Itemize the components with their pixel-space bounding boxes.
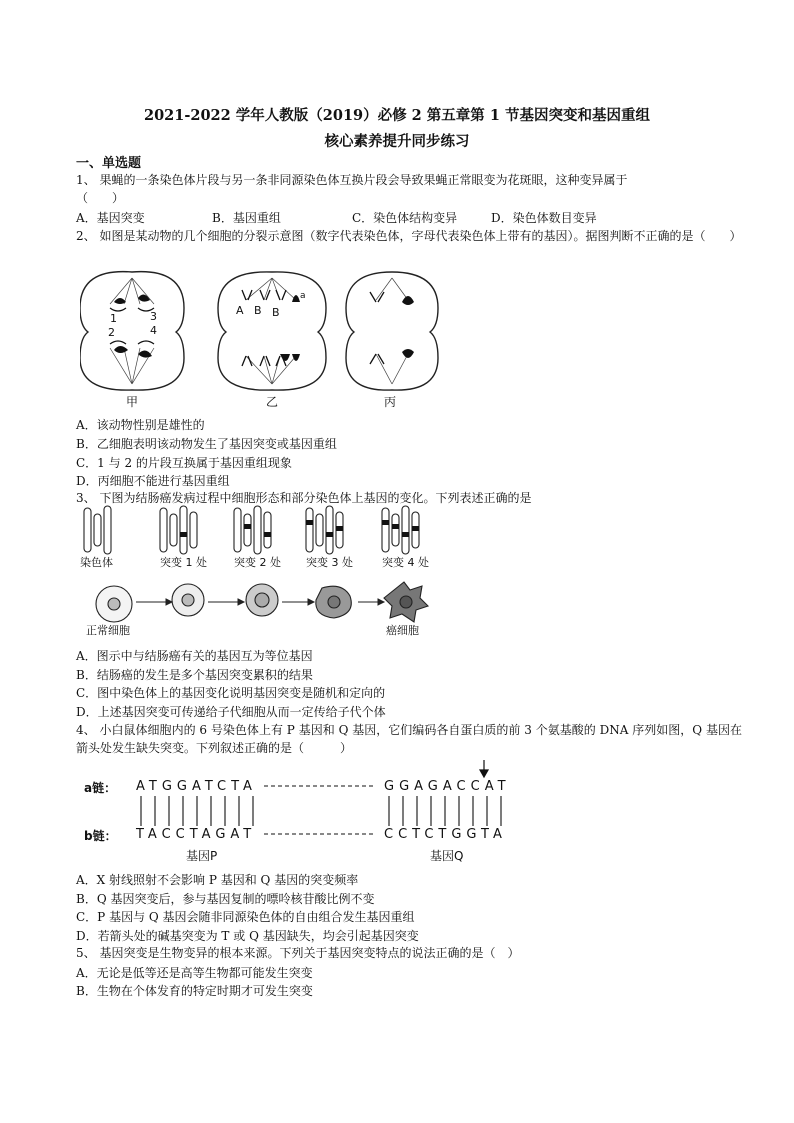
gene-q-strand-b: CCTCTGGTA: [384, 827, 507, 842]
strand-b-label: b链：: [84, 829, 117, 843]
q2-option-a[interactable]: A．该动物性别是雄性的: [76, 418, 205, 432]
cell-label-jia: 甲: [126, 395, 139, 409]
q4-option-b[interactable]: B．Q 基因突变后，参与基因复制的嘌呤核苷酸比例不变: [76, 892, 375, 906]
gene-q-label: 基因Q: [430, 849, 464, 863]
gene-p-strand-b: TACCTAGAT: [136, 827, 257, 842]
cell-bing-outline: [346, 272, 438, 390]
gene-label-B2: B: [272, 306, 280, 319]
gene-p-label: 基因P: [186, 849, 218, 863]
question-1-blank: （ ）: [76, 191, 125, 205]
question-4-stem: 4、 小白鼠体细胞内的 6 号染色体上有 P 基因和 Q 基因，它们编码各自蛋白质的前 3 个氨基酸的 DNA 序列如图，Q 基因在箭头处发生缺失突变。下列叙述正确的是（ ）: [76, 723, 742, 755]
gene-label-a: a: [300, 291, 306, 301]
chrom-label-mut1: 突变 1 处: [160, 556, 207, 569]
page-subtitle: 核心素养提升同步练习: [324, 133, 470, 150]
cell-label-yi: 乙: [266, 395, 279, 409]
q1-option-d[interactable]: D．染色体数目变异: [491, 211, 597, 225]
q3-option-d[interactable]: D．上述基因突变可传递给子代细胞从而一定传给子代个体: [76, 705, 386, 719]
page-title: 2021-2022 学年人教版（2019）必修 2 第五章第 1 节基因突变和基因重组: [143, 107, 650, 124]
q4-option-a[interactable]: A．X 射线照射不会影响 P 基因和 Q 基因的突变频率: [76, 873, 359, 887]
q4-option-c[interactable]: C．P 基因与 Q 基因会随非同源染色体的自由组合发生基因重组: [76, 910, 415, 924]
cell-label-bing: 丙: [384, 395, 397, 409]
question-2-stem: 2、 如图是某动物的几个细胞的分裂示意图（数字代表染色体，字母代表染色体上带有的基因）。据图判断不正确的是（ ）: [76, 229, 742, 243]
q2-option-b[interactable]: B．乙细胞表明该动物发生了基因突变或基因重组: [76, 437, 337, 451]
strand-a-label: a链：: [84, 781, 117, 795]
chrom-num-3: 3: [150, 310, 157, 323]
q3-colon-cancer-figure: [76, 502, 456, 642]
q5-option-b[interactable]: B．生物在个体发育的特定时期才可发生突变: [76, 984, 313, 998]
chrom-num-2: 2: [108, 326, 115, 339]
cell-label-normal: 正常细胞: [86, 624, 130, 637]
section-heading: 一、单选题: [76, 156, 142, 171]
gene-label-B1: B: [254, 304, 262, 317]
q2-cell-division-figure: [80, 268, 460, 410]
chrom-label-normal: 染色体: [80, 556, 113, 569]
q1-option-c[interactable]: C．染色体结构变异: [352, 211, 458, 225]
chrom-label-mut2: 突变 2 处: [234, 556, 281, 569]
cell-yi-outline: [218, 272, 326, 390]
q2-option-d[interactable]: D．丙细胞不能进行基因重组: [76, 474, 230, 488]
question-1-stem: 1、 果蝇的一条染色体片段与另一条非同源染色体互换片段会导致果蝇正常眼变为花斑眼，这种变异属于: [76, 173, 628, 187]
gene-q-strand-a: GGAGACCAT: [384, 779, 511, 794]
q2-option-c[interactable]: C．1 与 2 的片段互换属于基因重组现象: [76, 456, 292, 470]
q5-option-a[interactable]: A．无论是低等还是高等生物都可能发生突变: [76, 966, 313, 980]
chrom-label-mut4: 突变 4 处: [382, 556, 429, 569]
q3-option-a[interactable]: A．图示中与结肠癌有关的基因互为等位基因: [76, 649, 313, 663]
gene-p-strand-a: ATGGATCTA: [136, 779, 257, 794]
chrom-num-1: 1: [110, 312, 117, 325]
q3-option-b[interactable]: B．结肠癌的发生是多个基因突变累积的结果: [76, 668, 313, 682]
q1-option-a[interactable]: A．基因突变: [76, 211, 145, 225]
q4-option-d[interactable]: D．若箭头处的碱基突变为 T 或 Q 基因缺失，均会引起基因突变: [76, 929, 419, 943]
chrom-num-4: 4: [150, 324, 157, 337]
chrom-label-mut3: 突变 3 处: [306, 556, 353, 569]
gene-label-A: A: [236, 304, 244, 317]
cell-jia-outline: [80, 272, 184, 390]
q1-option-b[interactable]: B．基因重组: [212, 211, 281, 225]
q4-dna-sequence-figure: [78, 760, 558, 868]
question-3-stem: 3、 下图为结肠癌发病过程中细胞形态和部分染色体上基因的变化。下列表述正确的是: [76, 491, 532, 505]
question-5-stem: 5、 基因突变是生物变异的根本来源。下列关于基因突变特点的说法正确的是（ ）: [76, 946, 520, 960]
cell-label-cancer: 癌细胞: [386, 624, 419, 637]
q3-option-c[interactable]: C．图中染色体上的基因变化说明基因突变是随机和定向的: [76, 686, 386, 700]
